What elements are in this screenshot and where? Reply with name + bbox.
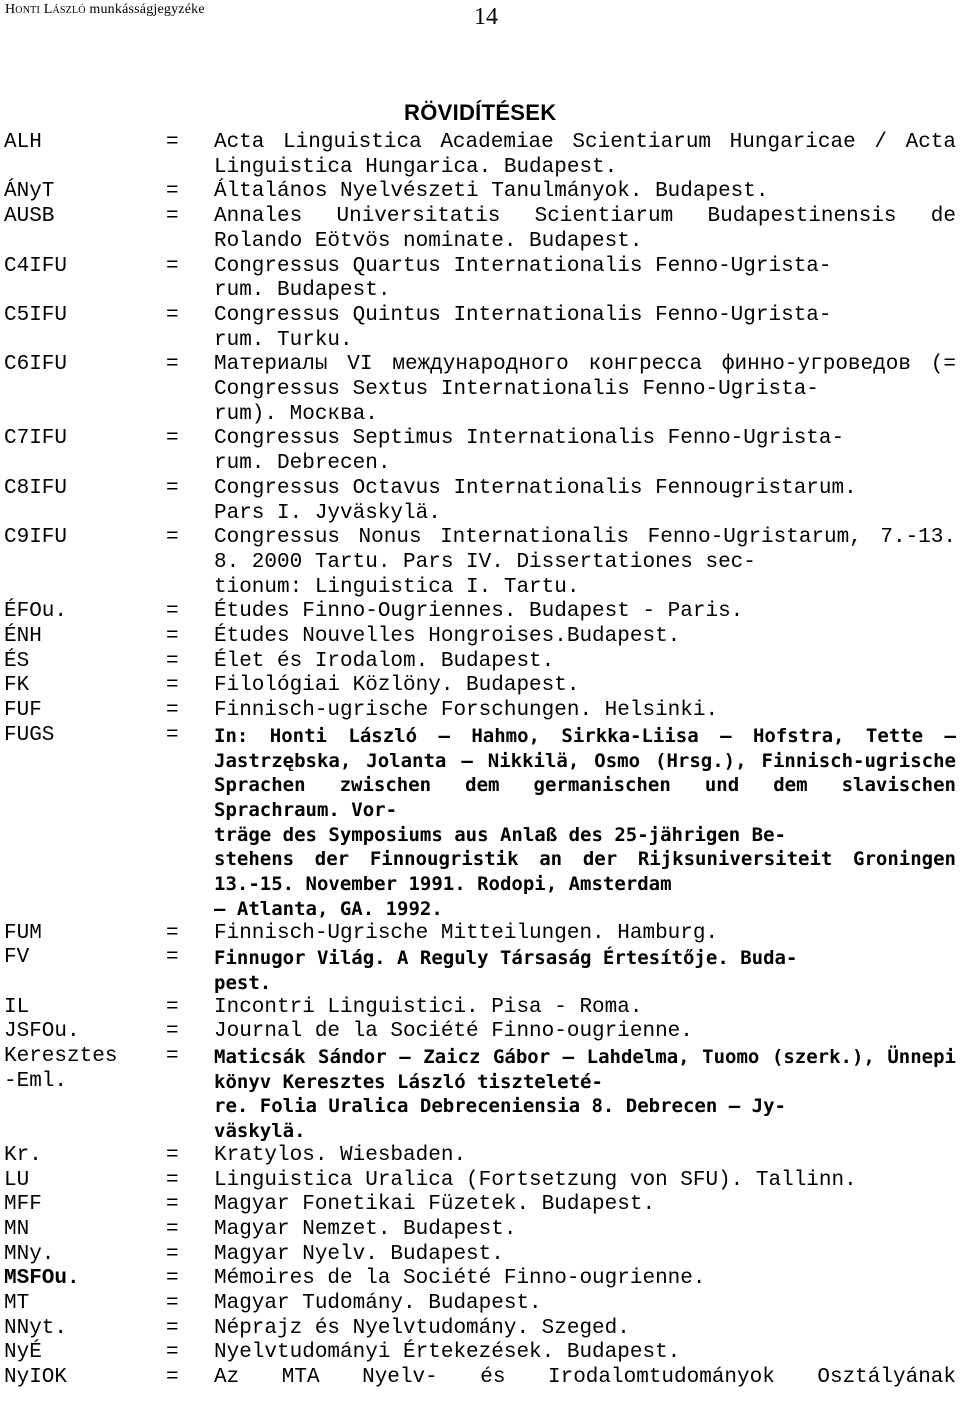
abbreviation-entry (0, 1292, 960, 1317)
abbreviation-entry (0, 724, 960, 922)
entry-expansion: Congressus Quartus Internationalis Fenno-Ugrista- rum. Budapest. (214, 254, 832, 303)
section-title: RÖVIDÍTÉSEK (404, 100, 557, 125)
page-header (0, 0, 960, 40)
abbreviation-entry (0, 304, 960, 353)
entry-equals: = (166, 1267, 179, 1291)
entry-equals: = (166, 1217, 179, 1241)
entry-abbr: MFF (4, 1193, 42, 1217)
abbreviation-entry (0, 1144, 960, 1169)
entry-equals: = (166, 649, 179, 673)
entry-equals: = (166, 131, 179, 154)
entry-abbr: C5IFU (4, 303, 68, 327)
entry-abbr: NyIOK (4, 1366, 68, 1390)
entry-abbr: C7IFU (4, 427, 68, 451)
entry-abbr: FUGS (4, 723, 55, 747)
abbreviation-entry (0, 625, 960, 650)
abbreviation-entry (0, 922, 960, 947)
entry-expansion: Congressus Nonus Internationalis Fenno-Ugristarum, 7.-13. 8. 2000 Tartu. Pars IV. Dissertationes sec- tionum: Linguistica I. Tartu. (214, 526, 956, 599)
entry-expansion: Általános Nyelvészeti Tanulmányok. Budapest. (214, 180, 769, 204)
entry-expansion: Études Nouvelles Hongroises.Budapest. (214, 625, 681, 649)
entry-equals: = (166, 1045, 179, 1069)
entry-expansion: Finnugor Világ. A Reguly Társaság Értesítője. Buda- pest. (214, 947, 798, 994)
entry-equals: = (166, 180, 179, 204)
entry-equals: = (166, 1020, 179, 1044)
entry-equals: = (166, 1316, 179, 1340)
abbreviation-entry (0, 1020, 960, 1045)
abbreviation-entry (0, 1243, 960, 1268)
abbreviation-entry (0, 1045, 960, 1144)
entry-abbr: NNyt. (4, 1316, 68, 1340)
abbreviation-entry (0, 946, 960, 995)
abbreviation-entry (0, 1169, 960, 1194)
entry-abbr: FUF (4, 699, 42, 723)
entry-equals: = (166, 1366, 179, 1390)
entry-abbr: C8IFU (4, 476, 68, 500)
entry-expansion: Journal de la Société Finno-ougrienne. (214, 1020, 693, 1044)
entry-equals: = (166, 353, 179, 377)
entry-abbr: C6IFU (4, 353, 68, 377)
entry-equals: = (166, 1242, 179, 1266)
entry-abbr: Keresztes -Eml. (4, 1045, 118, 1093)
entry-equals: = (166, 1168, 179, 1192)
entry-equals: = (166, 921, 179, 945)
entry-abbr: MSFOu. (4, 1267, 80, 1291)
abbreviation-entry (0, 699, 960, 724)
entry-expansion: Congressus Octavus Internationalis Fennougristarum. Pars I. Jyväskylä. (214, 476, 857, 525)
entry-abbr: JSFOu. (4, 1020, 80, 1044)
entry-expansion: Материалы VI международного конгресса финно-угроведов (= Congressus Sextus Internationalis Fenno-Ugrista- rum). Москва. (214, 353, 956, 426)
entry-abbr: AUSB (4, 205, 55, 229)
running-title (5, 2, 205, 18)
entry-expansion: Congressus Septimus Internationalis Fenno-Ugrista- rum. Debrecen. (214, 427, 845, 476)
abbreviation-entry (0, 1366, 960, 1391)
entry-abbr: ALH (4, 131, 42, 154)
entry-expansion: Az MTA Nyelv- és Irodalomtudományok Osztályának (214, 1366, 956, 1390)
entry-expansion: Maticsák Sándor — Zaicz Gábor — Lahdelma, Tuomo (szerk.), Ünnepi könyv Keresztes László tiszteleté- re. Folia Uralica Debreceniensia 8. Debrecen — Jy- väskylä. (214, 1046, 956, 1143)
entry-expansion: Mémoires de la Société Finno-ougrienne. (214, 1267, 706, 1291)
entry-abbr: MN (4, 1217, 30, 1241)
entry-equals: = (166, 254, 179, 278)
entry-expansion: In: Honti László — Hahmo, Sirkka-Liisa — Hofstra, Tette — Jastrzębska, Jolanta — Nikkilä, Osmo (Hrsg.), Finnisch-ugrische Sprachen zwischen dem germanischen und dem slavischen Sprachraum. Vor- träge des Symposiums aus Anlaß des 25-jährigen Be- stehens der Finnougristik an der Rijksuniversiteit Groningen 13.-15. November 1991. Rodopi, Amsterdam — Atlanta, GA. 1992. (214, 724, 956, 920)
entry-expansion: Incontri Linguistici. Pisa - Roma. (214, 995, 643, 1019)
abbreviation-entry (0, 996, 960, 1021)
entry-abbr: ÉFOu. (4, 600, 68, 624)
abbreviation-entry (0, 674, 960, 699)
entry-expansion: Finnisch-ugrische Forschungen. Helsinki. (214, 699, 719, 723)
abbreviation-entry (0, 1317, 960, 1342)
entry-expansion: Nyelvtudományi Értekezések. Budapest. (214, 1341, 681, 1365)
abbreviation-entry (0, 131, 960, 180)
entry-abbr: ÉNH (4, 625, 42, 649)
entry-expansion: Filológiai Közlöny. Budapest. (214, 674, 580, 698)
abbreviation-entry (0, 1193, 960, 1218)
entry-expansion: Magyar Fonetikai Füzetek. Budapest. (214, 1193, 656, 1217)
abbreviation-entry (0, 1267, 960, 1292)
entry-equals: = (166, 1292, 179, 1316)
entry-equals: = (166, 995, 179, 1019)
entry-equals: = (166, 699, 179, 723)
author-first-name: Honti (5, 2, 40, 17)
entry-equals: = (166, 674, 179, 698)
entry-abbr: MNy. (4, 1242, 55, 1266)
page-number: 14 (474, 4, 498, 30)
abbreviation-entry (0, 600, 960, 625)
entry-abbr: ÁNyT (4, 180, 55, 204)
abbreviation-entry (0, 1341, 960, 1366)
entry-expansion: Magyar Nemzet. Budapest. (214, 1217, 517, 1241)
entry-equals: = (166, 600, 179, 624)
entry-expansion: Élet és Irodalom. Budapest. (214, 649, 555, 673)
entry-equals: = (166, 1143, 179, 1167)
abbreviation-entry (0, 205, 960, 254)
entry-abbr: C4IFU (4, 254, 68, 278)
entry-expansion: Magyar Tudomány. Budapest. (214, 1292, 542, 1316)
entry-abbr: FUM (4, 921, 42, 945)
abbreviation-list (0, 131, 960, 1391)
entry-abbr: MT (4, 1292, 30, 1316)
abbreviation-entry (0, 526, 960, 600)
entry-expansion: Études Finno-Ougriennes. Budapest - Paris. (214, 600, 744, 624)
entry-abbr: IL (4, 995, 30, 1019)
entry-abbr: FV (4, 946, 30, 970)
entry-expansion: Magyar Nyelv. Budapest. (214, 1242, 504, 1266)
entry-expansion: Acta Linguistica Academiae Scientiarum Hungaricae / Acta Linguistica Hungarica. Budapest. (214, 131, 956, 179)
entry-abbr: Kr. (4, 1143, 42, 1167)
entry-expansion: Finnisch-Ugrische Mitteilungen. Hamburg. (214, 921, 719, 945)
entry-equals: = (166, 625, 179, 649)
author-last-name: László (43, 2, 86, 17)
entry-expansion: Linguistica Uralica (Fortsetzung von SFU). Tallinn. (214, 1168, 857, 1192)
entry-equals: = (166, 723, 179, 747)
abbreviation-entry (0, 1218, 960, 1243)
abbreviation-entry (0, 180, 960, 205)
entry-expansion: Néprajz és Nyelvtudomány. Szeged. (214, 1316, 630, 1340)
entry-equals: = (166, 303, 179, 327)
entry-equals: = (166, 476, 179, 500)
abbreviation-entry (0, 255, 960, 304)
entry-abbr: FK (4, 674, 30, 698)
running-title-rest: munkásságjegyzéke (89, 2, 205, 17)
entry-equals: = (166, 1341, 179, 1365)
entry-equals: = (166, 427, 179, 451)
entry-equals: = (166, 1193, 179, 1217)
entry-equals: = (166, 946, 179, 970)
entry-abbr: ÉS (4, 649, 30, 673)
entry-expansion: Congressus Quintus Internationalis Fenno-Ugrista- rum. Turku. (214, 303, 832, 352)
entry-abbr: C9IFU (4, 526, 68, 550)
abbreviation-entry (0, 650, 960, 675)
entry-equals: = (166, 205, 179, 229)
abbreviation-entry (0, 427, 960, 476)
entry-expansion: Annales Universitatis Scientiarum Budapestinensis de Rolando Eötvös nominate. Budapest. (214, 205, 956, 253)
abbreviation-entry (0, 353, 960, 427)
entry-expansion: Kratylos. Wiesbaden. (214, 1143, 467, 1167)
abbreviation-entry (0, 477, 960, 526)
entry-equals: = (166, 526, 179, 550)
entry-abbr: LU (4, 1168, 30, 1192)
entry-abbr: NyÉ (4, 1341, 42, 1365)
